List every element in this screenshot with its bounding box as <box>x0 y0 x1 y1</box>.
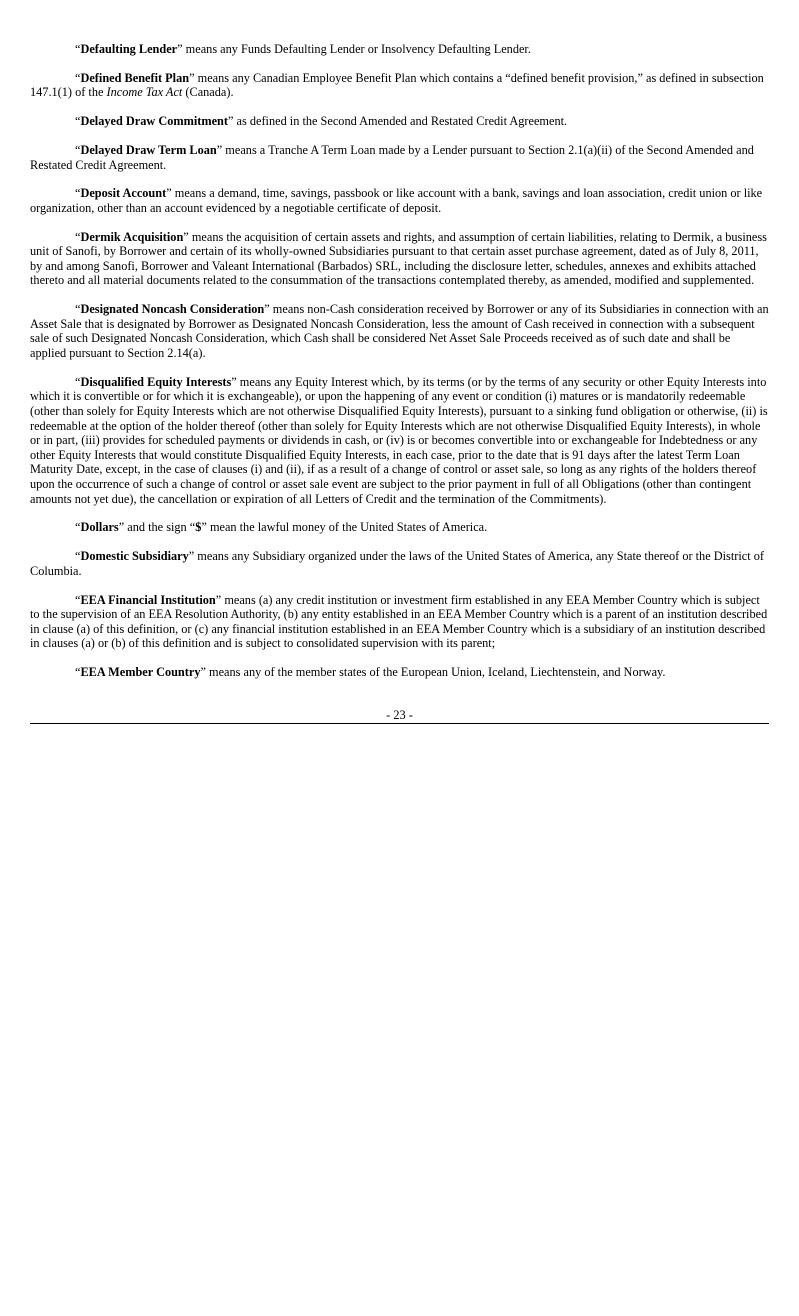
definition-text: means a Tranche A Term Loan made by a Lender pursuant to Section 2.1(a)(ii) of the Second Amended and Restated Credit Agreement. <box>30 142 754 172</box>
definition-delayed-draw-commitment: “Delayed Draw Commitment” as defined in the Second Amended and Restated Credit Agreement. <box>75 114 568 129</box>
page-footer <box>30 708 769 724</box>
definition-text: as defined in the Second Amended and Restated Credit Agreement. <box>233 114 568 129</box>
defined-term: Dermik Acquisition <box>80 229 184 244</box>
definition-deposit-account: “Deposit Account” means a demand, time, savings, passbook or like account with a bank, savings and loan association, credit union or like organization, other than an account evidenced by a negotiable certificate of deposit. <box>30 186 763 215</box>
defined-term-symbol: $ <box>195 520 202 535</box>
definition-text: means any of the member states of the European Union, Iceland, Liechtenstein, and Norway. <box>205 665 666 680</box>
definition-text: means any Funds Defaulting Lender or Insolvency Defaulting Lender. <box>182 42 531 56</box>
document-page <box>30 42 769 694</box>
defined-term: Defaulting Lender <box>80 42 178 56</box>
defined-term: Designated Noncash Consideration <box>80 302 265 317</box>
defined-term: Delayed Draw Term Loan <box>80 142 217 157</box>
defined-term: EEA Financial Institution <box>80 592 216 607</box>
definition-defaulting-lender: “Defaulting Lender” means any Funds Defaulting Lender or Insolvency Defaulting Lender. <box>75 42 531 56</box>
defined-term: EEA Member Country <box>80 665 201 680</box>
definition-text: means non-Cash consideration received by Borrower or any of its Subsidiaries in connection with an Asset Sale that is designated by Borrower as Designated Noncash Consideration, less the amount of Cash received in connection with a subsequent sale of such Designated Noncash Consideration, which Cash shall be considered Net Asset Sale Proceeds received as of such date and shall be applied pursuant to Section 2.14(a). <box>30 302 769 361</box>
definition-text: and the sign “ <box>124 520 196 535</box>
definition-defined-benefit-plan: “Defined Benefit Plan” means any Canadian Employee Benefit Plan which contains a “defined benefit provision,” as defined in subsection 147.1(1) of the Income Tax Act (Canada). <box>30 70 764 100</box>
definition-dermik-acquisition: “Dermik Acquisition” means the acquisition of certain assets and rights, and assumption of certain liabilities, relating to Dermik, a business unit of Sanofi, by Borrower and certain of its wholly-owned Subsidiaries pursuant to that certain asset purchase agreement, dated as of July 8, 2011, by and among Sanofi, Borrower and Valeant International (Barbados) SRL, including the disclosure letter, schedules, annexes and exhibits attached thereto and all material documents related to the consummation of the transactions contemplated thereby, as amended, modified and supplemented. <box>30 229 767 288</box>
definition-disqualified-equity-interests: “Disqualified Equity Interests” means any Equity Interest which, by its terms (or by the terms of any security or other Equity Interests into which it is convertible or for which it is exchangeable), or upon the happening of any event or condition (i) matures or is mandatorily redeemable (other than solely for Equity Interests which are not otherwise Disqualified Equity Interests), pursuant to a sinking fund obligation or otherwise, (ii) is redeemable at the option of the holder thereof (other than solely for Equity Interests which are not otherwise Disqualified Equity Interests), in whole or in part, (iii) provides for scheduled payments or dividends in cash, or (iv) is or becomes convertible into or exchangeable for Indebtedness or any other Equity Interests that would constitute Disqualified Equity Interests, in each case, prior to the date that is 91 days after the latest Term Loan Maturity Date, except, in the case of clauses (i) and (ii), if as a result of a change of control or asset sale, so long as any rights of the holders thereof upon the occurrence of such a change of control or asset sale event are subject to the prior payment in full of all Obligations (other than contingent amounts not yet due), the cancellation or expiration of all Letters of Credit and the termination of the Commitments). <box>30 374 768 506</box>
definition-text-after: ” mean the lawful money of the United States of America. <box>201 520 488 535</box>
definition-eea-member-country: “EEA Member Country” means any of the member states of the European Union, Iceland, Liechtenstein, and Norway. <box>75 665 666 680</box>
definition-domestic-subsidiary: “Domestic Subsidiary” means any Subsidiary organized under the laws of the United States of America, any State thereof or the District of Columbia. <box>30 549 764 578</box>
definition-text: means (a) any credit institution or investment firm established in any EEA Member Country which is subject to the supervision of an EEA Resolution Authority, (b) any entity established in an EEA Member Country which is a parent of an institution described in clause (a) of this definition, or (c) any financial institution established in an EEA Member Country which is a subsidiary of an institution described in clauses (a) or (b) of this definition and is subject to consolidated supervision with its parent; <box>30 592 768 651</box>
definition-text-after: (Canada). <box>182 85 234 100</box>
footer-divider <box>30 723 769 724</box>
definition-dollars: “Dollars” and the sign “$” mean the lawful money of the United States of America. <box>75 520 488 535</box>
defined-term: Dollars <box>80 520 119 535</box>
defined-term: Delayed Draw Commitment <box>80 114 228 129</box>
definition-delayed-draw-term-loan: “Delayed Draw Term Loan” means a Tranche A Term Loan made by a Lender pursuant to Section 2.1(a)(ii) of the Second Amended and Restated Credit Agreement. <box>30 142 754 172</box>
definition-text: means the acquisition of certain assets and rights, and assumption of certain liabilities, relating to Dermik, a business unit of Sanofi, by Borrower and certain of its wholly-owned Subsidiaries pursuant to that certain asset purchase agreement, dated as of July 8, 2011, by and among Sanofi, Borrower and Valeant International (Barbados) SRL, including the disclosure letter, schedules, annexes and exhibits attached thereto and all material documents related to the consummation of the transactions contemplated thereby, as amended, modified and supplemented. <box>30 229 767 288</box>
act-title: Income Tax Act <box>106 85 183 100</box>
definition-text: means any Canadian Employee Benefit Plan which contains a “defined benefit provision,” as defined in subsection 147.1(1) of the <box>30 70 764 100</box>
definition-text: means any Equity Interest which, by its terms (or by the terms of any security or other Equity Interests into which it is convertible or for which it is exchangeable), or upon the happening of any event or condition (i) matures or is mandatorily redeemable (other than solely for Equity Interests which are not otherwise Disqualified Equity Interests), pursuant to a sinking fund obligation or otherwise, (ii) is redeemable at the option of the holder thereof (other than solely for Equity Interests which are not otherwise Disqualified Equity Interests), in whole or in part, (iii) provides for scheduled payments or dividends in cash, or (iv) is or becomes convertible into or exchangeable for Indebtedness or any other Equity Interests that would constitute Disqualified Equity Interests, in each case, prior to the date that is 91 days after the latest Term Loan Maturity Date, except, in the case of clauses (i) and (ii), if as a result of a change of control or asset sale, so long as any rights of the holders thereof upon the occurrence of such a change of control or asset sale event are subject to the prior payment in full of all Obligations (other than contingent amounts not yet due), the cancellation or expiration of all Letters of Credit and the termination of the Commitments). <box>30 374 768 506</box>
definition-eea-financial-institution: “EEA Financial Institution” means (a) any credit institution or investment firm established in any EEA Member Country which is subject to the supervision of an EEA Resolution Authority, (b) any entity established in an EEA Member Country which is a parent of an institution described in clause (a) of this definition, or (c) any financial institution established in an EEA Member Country which is a subsidiary of an institution described in clauses (a) or (b) of this definition and is subject to consolidated supervision with its parent; <box>30 592 768 651</box>
definition-text: means a demand, time, savings, passbook or like account with a bank, savings and loan association, credit union or like organization, other than an account evidenced by a negotiable certificate of deposit. <box>30 186 763 215</box>
defined-term: Defined Benefit Plan <box>80 70 190 85</box>
definition-designated-noncash-consideration: “Designated Noncash Consideration” means non-Cash consideration received by Borrower or any of its Subsidiaries in connection with an Asset Sale that is designated by Borrower as Designated Noncash Consideration, less the amount of Cash received in connection with a subsequent sale of such Designated Noncash Consideration, which Cash shall be considered Net Asset Sale Proceeds received as of such date and shall be applied pursuant to Section 2.14(a). <box>30 302 769 361</box>
defined-term: Domestic Subsidiary <box>80 549 189 564</box>
defined-term: Deposit Account <box>80 186 167 201</box>
page-number: - 23 - <box>386 708 413 722</box>
defined-term: Disqualified Equity Interests <box>80 374 232 389</box>
definition-text: means any Subsidiary organized under the laws of the United States of America, any State thereof or the District of Columbia. <box>30 549 764 578</box>
